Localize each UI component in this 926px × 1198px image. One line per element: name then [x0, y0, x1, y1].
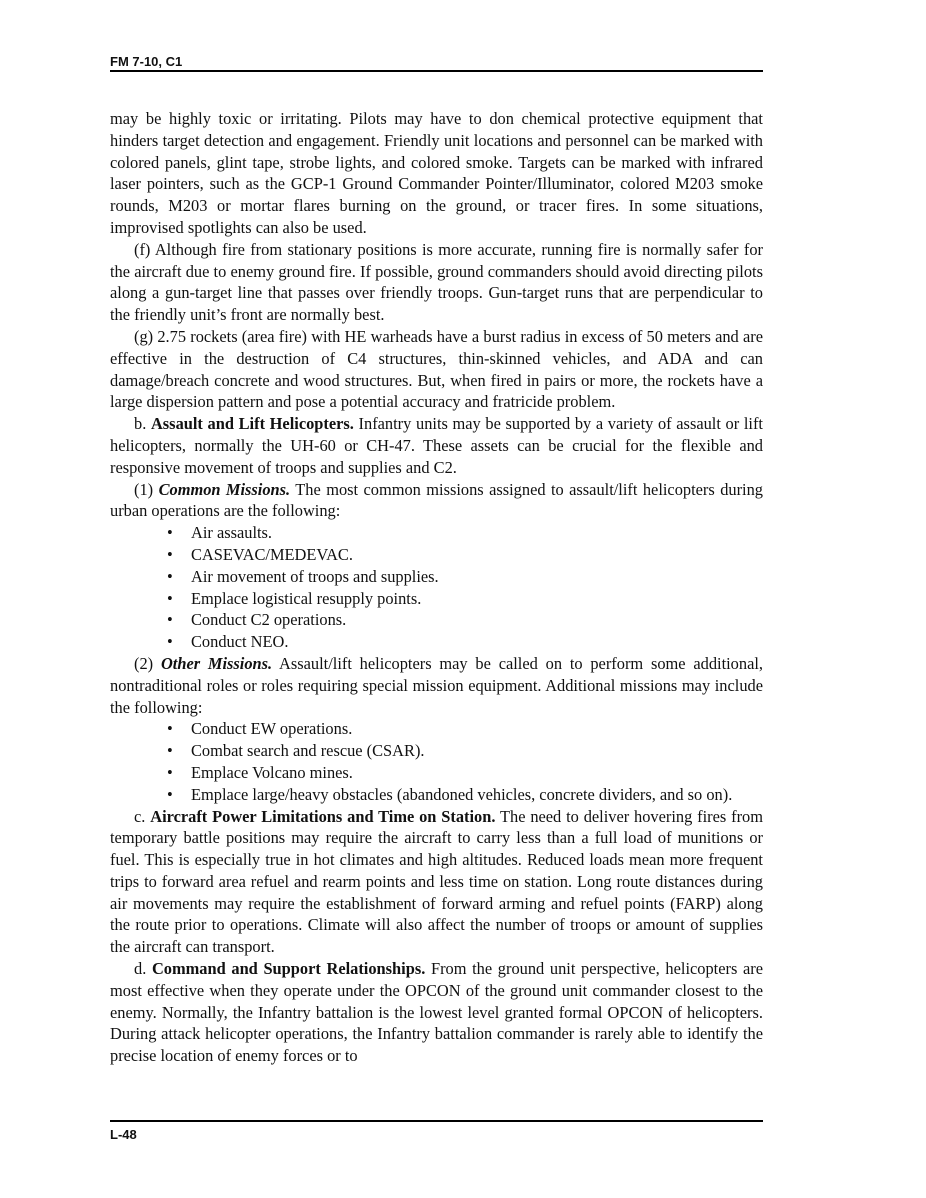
- paragraph-f: (f) Although fire from stationary positions is more accurate, running fire is normally safer for the aircraft due to enemy ground fire. If possible, ground commanders should avoid directing pilots along a gun-target line that passes over friendly troops. Gun-target runs that are perpendicular to the friendly unit’s front are normally best.: [110, 239, 763, 325]
- section-heading: Aircraft Power Limitations and Time on Station.: [150, 806, 496, 826]
- section-heading: Assault and Lift Helicopters.: [150, 414, 354, 434]
- list-item-text: Conduct EW operations.: [191, 719, 353, 739]
- list-item: [110, 588, 763, 610]
- para-text: Infantry units may be supported by a variety of assault or lift helicopters, normally the UH-60 or CH-47. These assets can be crucial for the flexible and responsive movement of troops and supplies and C2.: [110, 414, 763, 477]
- bullet-icon: •: [167, 544, 173, 564]
- bullet-icon: •: [167, 566, 173, 586]
- list-item: [110, 631, 763, 653]
- section-heading: Command and Support Relationships.: [151, 959, 426, 979]
- paragraph-c: [110, 806, 763, 959]
- paragraph-g: (g) 2.75 rockets (area fire) with HE warheads have a burst radius in excess of 50 meters and are effective in the destruction of C4 structures, thin-skinned vehicles, and ADA and can damage/breach concrete and wood structures. But, when fired in pairs or more, the rockets have a large dispersion pattern and pose a potential accuracy and fratricide problem.: [110, 326, 763, 412]
- bullet-icon: •: [167, 719, 173, 739]
- para-number: c.: [134, 806, 146, 826]
- list-item: [110, 522, 763, 544]
- list-item: [110, 544, 763, 566]
- list-item: [110, 609, 763, 631]
- para-number: d.: [134, 959, 147, 979]
- list-item: [110, 784, 763, 806]
- list-item: [110, 740, 763, 762]
- list-item-text: Combat search and rescue (CSAR).: [191, 741, 425, 761]
- list-item-text: Conduct NEO.: [191, 632, 289, 652]
- page-header: FM 7-10, C1: [110, 54, 763, 72]
- list-item-text: Conduct C2 operations.: [191, 610, 347, 630]
- bullet-icon: •: [167, 610, 173, 630]
- para-number: (1): [134, 479, 154, 499]
- para-text: From the ground unit perspective, helicopters are most effective when they operate under the OPCON of the ground unit commander closest to the enemy. Normally, the Infantry battalion is the lowest level granted formal OPCON of helicopters. During attack helicopter operations, the Infantry battalion commander is rarely able to identify the precise location of enemy forces or to: [110, 959, 763, 1066]
- bullet-icon: •: [167, 588, 173, 608]
- bullet-icon: •: [167, 784, 173, 804]
- para-text: The most common missions assigned to assault/lift helicopters during urban operations are the following:: [110, 479, 763, 521]
- bullet-icon: •: [167, 762, 173, 782]
- list-item: [110, 762, 763, 784]
- bullet-icon: •: [167, 523, 173, 543]
- common-missions-list: [110, 522, 763, 653]
- bullet-icon: •: [167, 741, 173, 761]
- list-item-text: Air assaults.: [191, 523, 273, 543]
- paragraph-d: [110, 958, 763, 1067]
- list-item-text: CASEVAC/MEDEVAC.: [191, 544, 353, 564]
- page-footer: L-48: [110, 1120, 763, 1142]
- paragraph-b: [110, 413, 763, 478]
- paragraph-continuation: may be highly toxic or irritating. Pilots may have to don chemical protective equipment that hinders target detection and engagement. Friendly unit locations and personnel can be marked with colored panels, glint tape, strobe lights, and colored smoke. Targets can be marked with infrared laser pointers, such as the GCP-1 Ground Commander Pointer/Illuminator, colored M203 smoke rounds, M203 or mortar flares burning on the ground, or tracer fires. In some situations, improvised spotlights can also be used.: [110, 109, 763, 237]
- paragraph-other-missions: [110, 653, 763, 718]
- para-number: (2): [134, 653, 154, 673]
- list-item: [110, 718, 763, 740]
- para-text: Assault/lift helicopters may be called on to perform some additional, nontraditional roles or roles requiring special mission equipment. Additional missions may include the following:: [110, 653, 764, 717]
- list-item-text: Emplace Volcano mines.: [191, 762, 353, 782]
- para-number: b.: [134, 414, 147, 434]
- list-item-text: Emplace large/heavy obstacles (abandoned vehicles, concrete dividers, and so on).: [191, 784, 733, 804]
- bullet-icon: •: [167, 632, 173, 652]
- subsection-heading: Other Missions.: [160, 653, 273, 673]
- other-missions-list: [110, 718, 763, 805]
- paragraph-common-missions: [110, 479, 763, 523]
- list-item: [110, 566, 763, 588]
- document-body: [110, 108, 763, 1067]
- para-text: The need to deliver hovering fires from temporary battle positions may require the aircraft to carry less than a full load of munitions or fuel. This is especially true in hot climates and high altitudes. Reduced loads mean more frequent trips to forward area refuel and rearm points and less time on station. Long route distances during air movements may require the establishment of forward arming and refuel points (FARP) along the route prior to operations. Climate will also affect the number of troops or amount of supplies the aircraft can transport.: [110, 806, 763, 957]
- list-item-text: Emplace logistical resupply points.: [191, 588, 422, 608]
- list-item-text: Air movement of troops and supplies.: [191, 566, 439, 586]
- subsection-heading: Common Missions.: [158, 479, 291, 499]
